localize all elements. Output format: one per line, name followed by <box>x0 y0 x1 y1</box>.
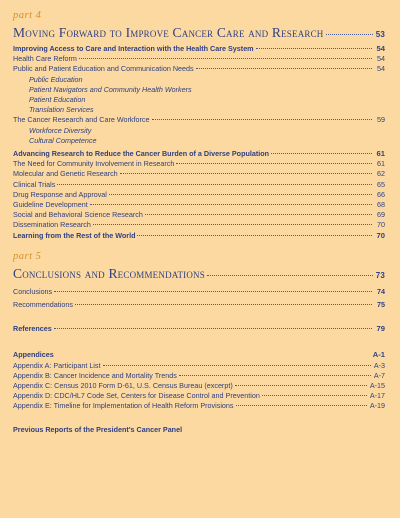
toc-subentry[interactable]: Cultural Competence <box>29 135 97 145</box>
toc-entry[interactable]: Clinical Trials 65 <box>13 179 385 189</box>
toc-entry[interactable]: Advancing Research to Reduce the Cancer Burden of a Diverse Population 61 <box>13 149 385 159</box>
toc-subentry[interactable]: Patient Navigators and Community Health Workers <box>29 84 192 94</box>
part4-page: 53 <box>375 30 385 39</box>
toc-entry[interactable]: Appendix E: Timeline for Implementation of Health Reform Provisions A-19 <box>13 401 385 411</box>
toc-entry[interactable]: Appendices A-1 <box>13 350 385 360</box>
references-entry[interactable]: References 79 <box>13 324 385 334</box>
part4-toc <box>13 44 385 241</box>
part4-label: part 4 <box>13 10 42 21</box>
toc-entry[interactable]: Social and Behavioral Science Research 69 <box>13 210 385 220</box>
toc-subentry[interactable]: Patient Education <box>29 95 86 105</box>
part5-label: part 5 <box>13 250 42 262</box>
toc-entry[interactable]: Learning from the Rest of the World 70 <box>13 230 385 240</box>
toc-entry[interactable]: Appendix A: Participant List A-3 <box>13 360 385 370</box>
toc-entry[interactable]: Dissemination Research 70 <box>13 220 385 230</box>
toc-entry[interactable]: Drug Response and Approval 66 <box>13 189 385 199</box>
toc-subentry[interactable]: Public Education <box>29 74 83 84</box>
toc-subentry[interactable]: Workforce Diversity <box>29 125 92 135</box>
part4-title: Moving Forward to Improve Cancer Care and Research <box>13 25 324 40</box>
previous-reports-link[interactable]: Previous Reports of the President's Cancer Panel <box>13 424 183 434</box>
part4-title-row[interactable] <box>13 25 385 42</box>
toc-entry[interactable]: Public and Patient Education and Communication Needs 54 <box>13 64 385 74</box>
toc-entry[interactable]: The Cancer Research and Care Workforce 59 <box>13 115 385 125</box>
appendices-toc <box>13 350 385 411</box>
toc-entry[interactable]: Conclusions 74 <box>13 286 385 296</box>
toc-entry[interactable]: Appendix B: Cancer Incidence and Mortality Trends A-7 <box>13 370 385 380</box>
toc-entry[interactable]: Appendix C: Census 2010 Form D-61, U.S. Census Bureau (excerpt) A-15 <box>13 381 385 391</box>
toc-entry[interactable]: Health Care Reform 54 <box>13 54 385 64</box>
toc-entry[interactable]: Guideline Development 68 <box>13 200 385 210</box>
toc-entry[interactable]: Molecular and Genetic Research 62 <box>13 169 385 179</box>
toc-entry[interactable]: Appendix D: CDC/HL7 Code Set, Centers for Disease Control and Prevention A-17 <box>13 391 385 401</box>
part5-title-row[interactable] <box>13 266 385 283</box>
toc-page <box>13 10 385 435</box>
toc-entry[interactable]: Recommendations 75 <box>13 300 385 310</box>
part5-toc <box>13 287 385 310</box>
toc-entry[interactable]: Improving Access to Care and Interaction with the Health Care System 54 <box>13 44 385 53</box>
toc-entry[interactable]: The Need for Community Involvement in Research 61 <box>13 159 385 169</box>
part5-title: Conclusions and Recommendations <box>13 265 205 281</box>
toc-subentry[interactable]: Translation Services <box>29 105 94 115</box>
part5-page: 73 <box>375 270 385 280</box>
